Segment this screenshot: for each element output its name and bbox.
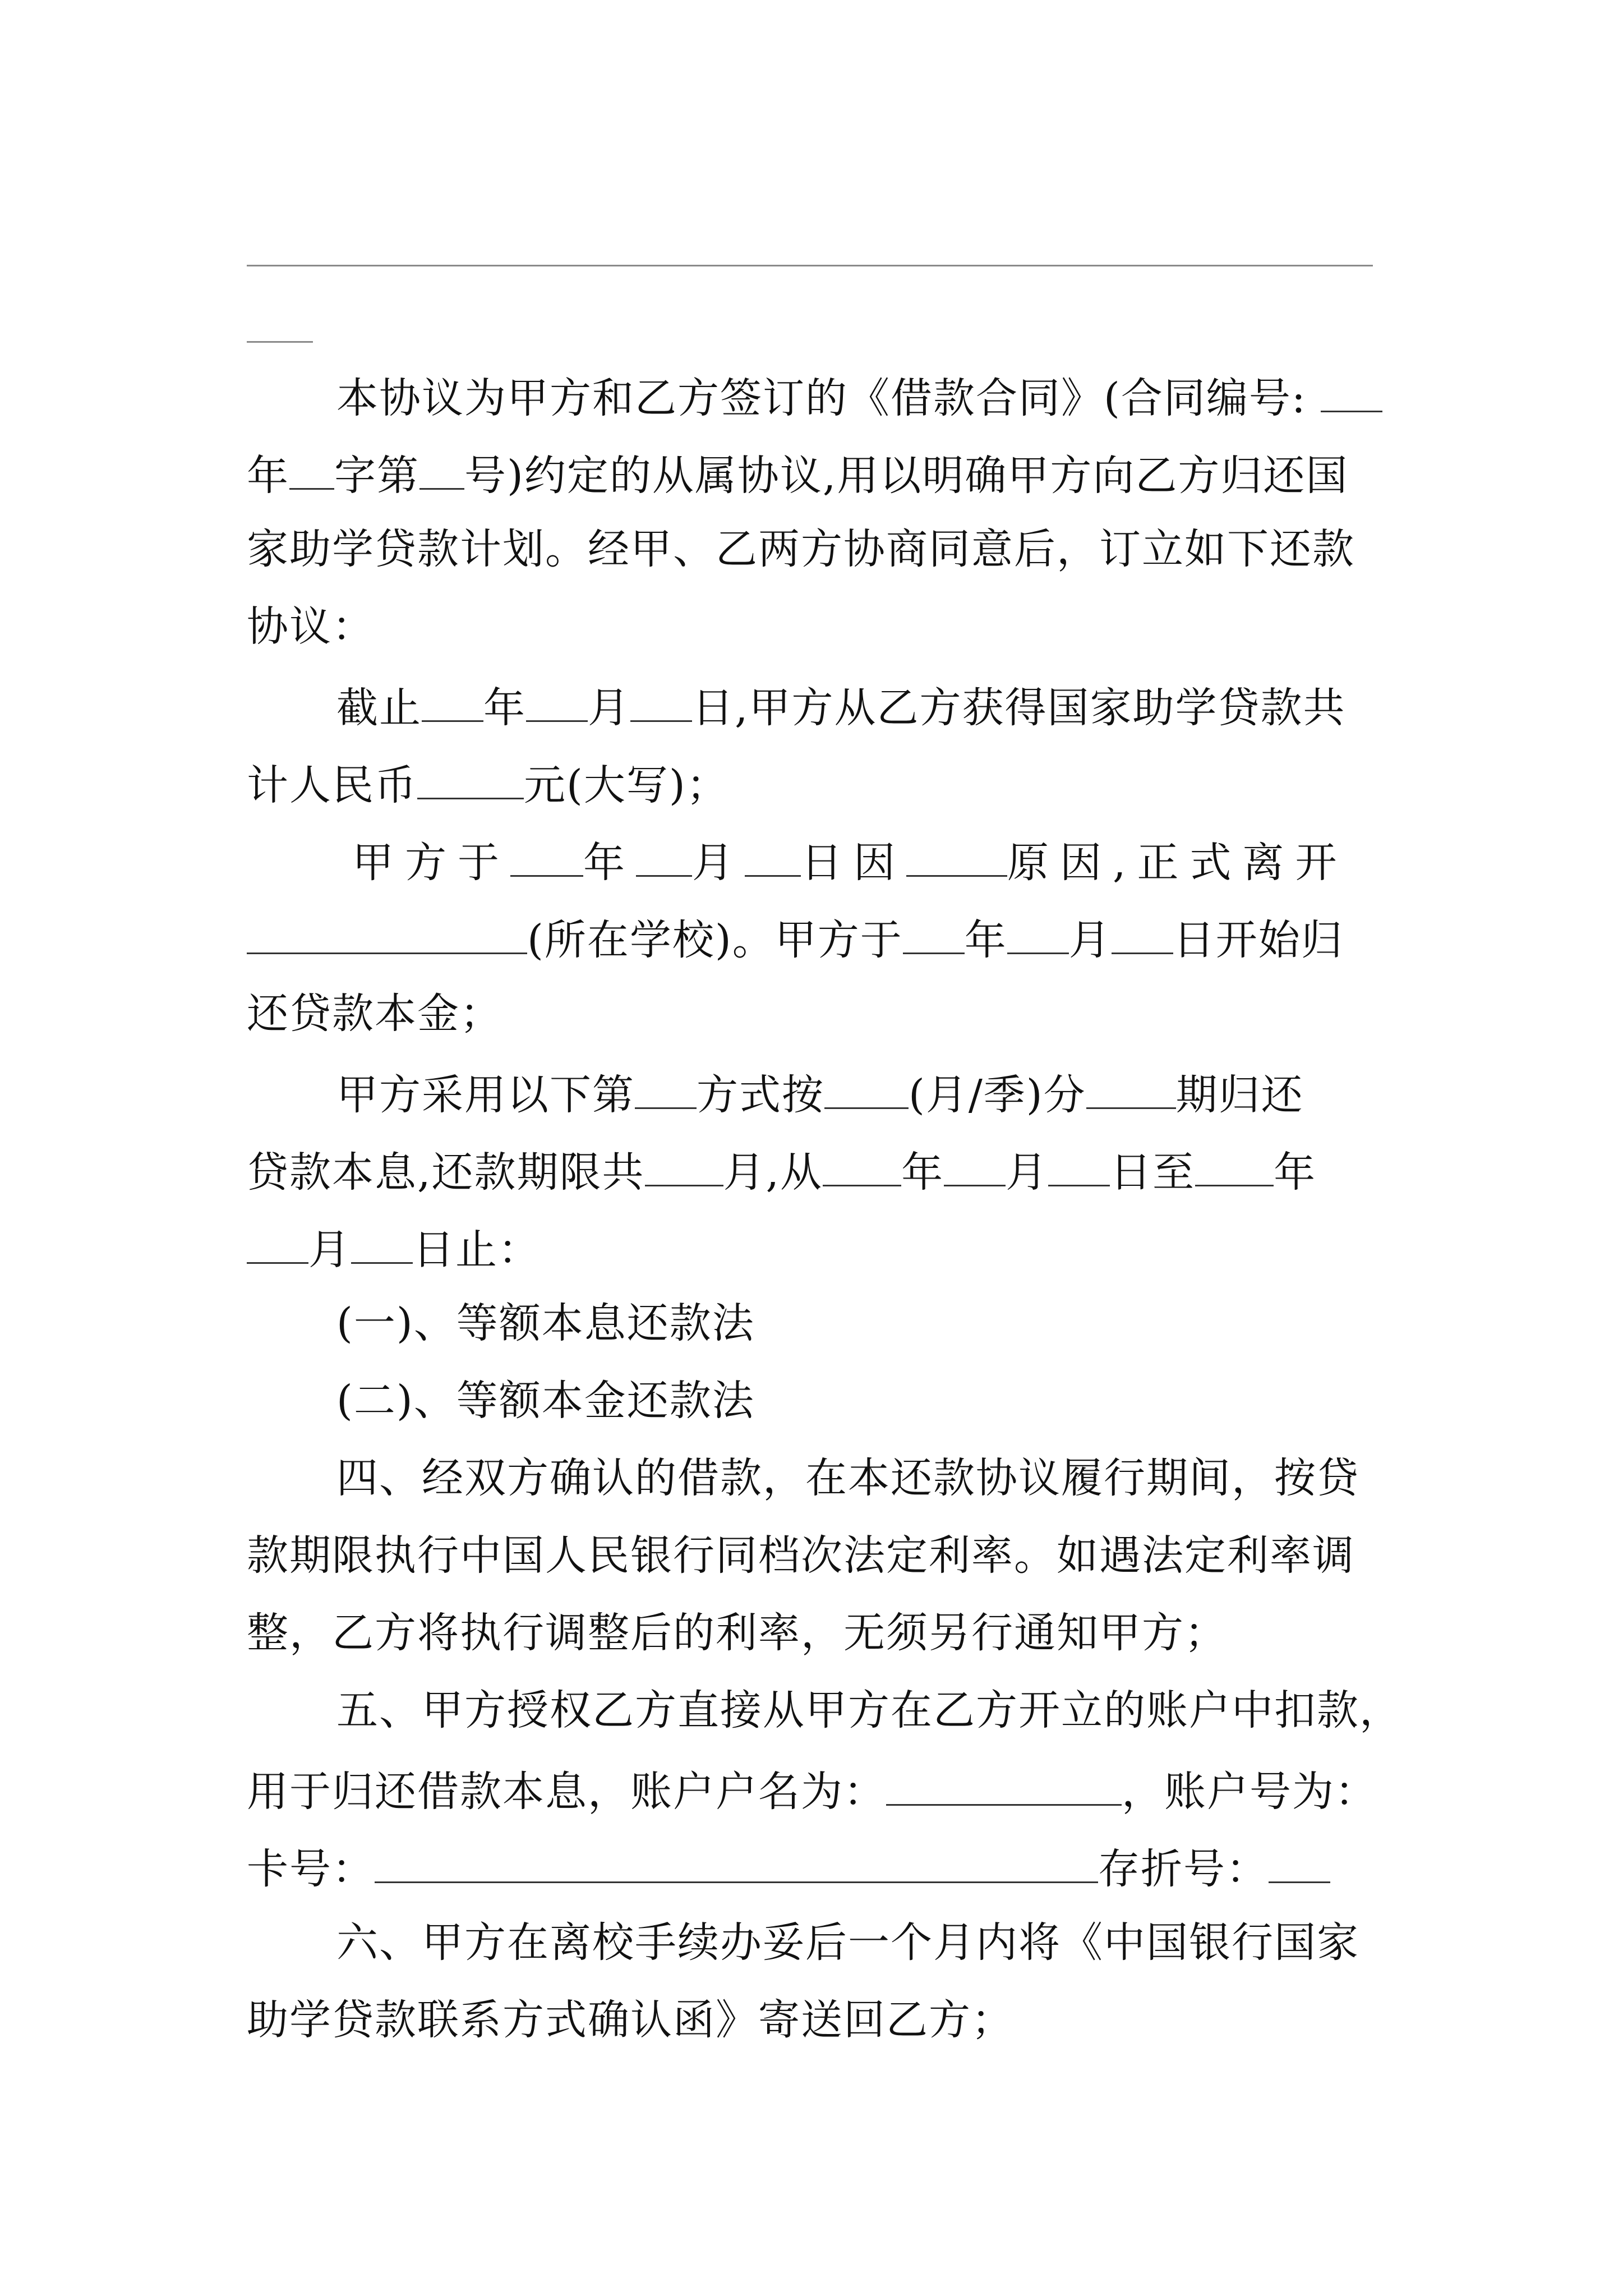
blank-field[interactable] [635,1070,697,1109]
text: 本协议为甲方和乙方签订的《借款合同》(合同编号: [336,374,1307,422]
clause-6-line-2: 助学贷款联系方式确认函》寄送回乙方； [247,1996,1014,2044]
clause-5-line-3 [247,1844,1330,1893]
blank-field[interactable] [823,1148,901,1186]
blank-field[interactable] [1112,915,1173,954]
clause-4-line-1: 四、经双方确认的借款，在本还款协议履行期间，按贷 [336,1454,1359,1502]
blank-field[interactable] [1007,915,1069,954]
text: 年 [247,452,289,500]
paragraph-leave-line-1 [352,838,1348,887]
text: 日至 [1110,1148,1196,1197]
text: 年 [964,916,1007,964]
blank-field[interactable] [824,1070,909,1109]
paragraph-loan-line-1 [336,683,1346,732]
text: 存折号： [1098,1845,1269,1893]
paragraph-intro-line-1 [336,374,1382,422]
blank-field[interactable] [1086,1070,1176,1109]
text: 用于归还借款本息，账户户名为： [247,1768,886,1816]
blank-field[interactable] [247,1225,308,1264]
blank-field[interactable] [417,761,524,799]
text: 字第 [334,452,419,500]
text: 年 [483,684,526,732]
text: 日开始归 [1173,916,1344,964]
blank-field[interactable] [645,1148,723,1186]
blank-field[interactable] [944,1148,1006,1186]
clause-4-line-3: 整，乙方将执行调整后的利率，无须另行通知甲方； [247,1609,1227,1657]
text: 方式按 [697,1071,824,1119]
text: 日因 [801,839,906,887]
paragraph-loan-line-2 [247,761,729,809]
clause-4-line-2: 款期限执行中国人民银行同档次法定利率。如遇法定利率调 [247,1531,1355,1580]
option-1: (一)、等额本息还款法 [336,1299,755,1347]
text: 年 [901,1148,944,1197]
text: ，账户号为： [1122,1768,1377,1816]
paragraph-method-line-1 [336,1070,1304,1119]
paragraph-method-line-2 [247,1148,1317,1197]
paragraph-leave-line-3: 还贷款本金； [247,990,502,1038]
blank-field[interactable] [510,838,583,877]
blank-field[interactable] [1321,374,1382,412]
blank-field[interactable] [906,838,1007,877]
text: 月 [1068,916,1112,964]
text: (所在学校)。甲方于 [527,916,903,964]
blank-field[interactable] [289,451,334,490]
text: 甲方采用以下第 [336,1071,635,1119]
option-2: (二)、等额本金还款法 [336,1377,755,1425]
text: 元(大写)； [524,761,729,809]
blank-field[interactable] [903,915,965,954]
text: (月/季)分 [909,1071,1086,1119]
text: 期归还 [1175,1071,1304,1119]
clause-5-line-2 [247,1767,1377,1816]
text: 计人民币 [247,761,417,809]
account-name-field[interactable] [886,1767,1122,1806]
text: 年 [583,839,636,887]
passbook-number-field[interactable] [1269,1844,1330,1883]
blank-field[interactable] [636,838,692,877]
blank-field[interactable] [630,683,692,722]
blank-field[interactable] [1048,1148,1110,1186]
paragraph-intro-line-4: 协议： [247,602,375,651]
card-number-field[interactable] [375,1844,1098,1883]
blank-field[interactable] [526,683,588,722]
text: 月 [308,1226,351,1274]
paragraph-intro-line-3: 家助学贷款计划。经甲、乙两方协商同意后，订立如下还款 [247,525,1355,573]
paragraph-method-line-3 [247,1225,541,1274]
text: 月 [1006,1148,1049,1197]
text: 年 [1274,1148,1317,1197]
text: 月,从 [723,1148,823,1197]
clause-5-line-1: 五、甲方授权乙方直接从甲方在乙方开立的账户中扣款， [336,1686,1402,1734]
blank-field[interactable] [351,1225,413,1264]
header-rule-short [247,341,313,343]
text: 日,甲方从乙方获得国家助学贷款共 [692,684,1346,732]
text: 原因,正式离开 [1007,839,1348,887]
blank-field[interactable] [745,838,801,877]
paragraph-leave-line-2 [247,915,1344,964]
header-rule [247,265,1373,266]
text: 日止： [413,1226,541,1274]
blank-field[interactable] [1195,1148,1274,1186]
text: 截止 [336,684,422,732]
text: 月 [692,839,745,887]
blank-field[interactable] [247,915,527,954]
blank-field[interactable] [419,451,464,490]
text: 甲方于 [352,839,510,887]
clause-6-line-1: 六、甲方在离校手续办妥后一个月内将《中国银行国家 [336,1918,1359,1967]
text: 号)约定的从属协议,用以明确甲方向乙方归还国 [464,452,1349,500]
paragraph-intro-line-2 [247,451,1349,500]
text: 月 [588,684,630,732]
text: 贷款本息,还款期限共 [247,1148,645,1197]
blank-field[interactable] [422,683,483,722]
text: 卡号： [247,1845,375,1893]
